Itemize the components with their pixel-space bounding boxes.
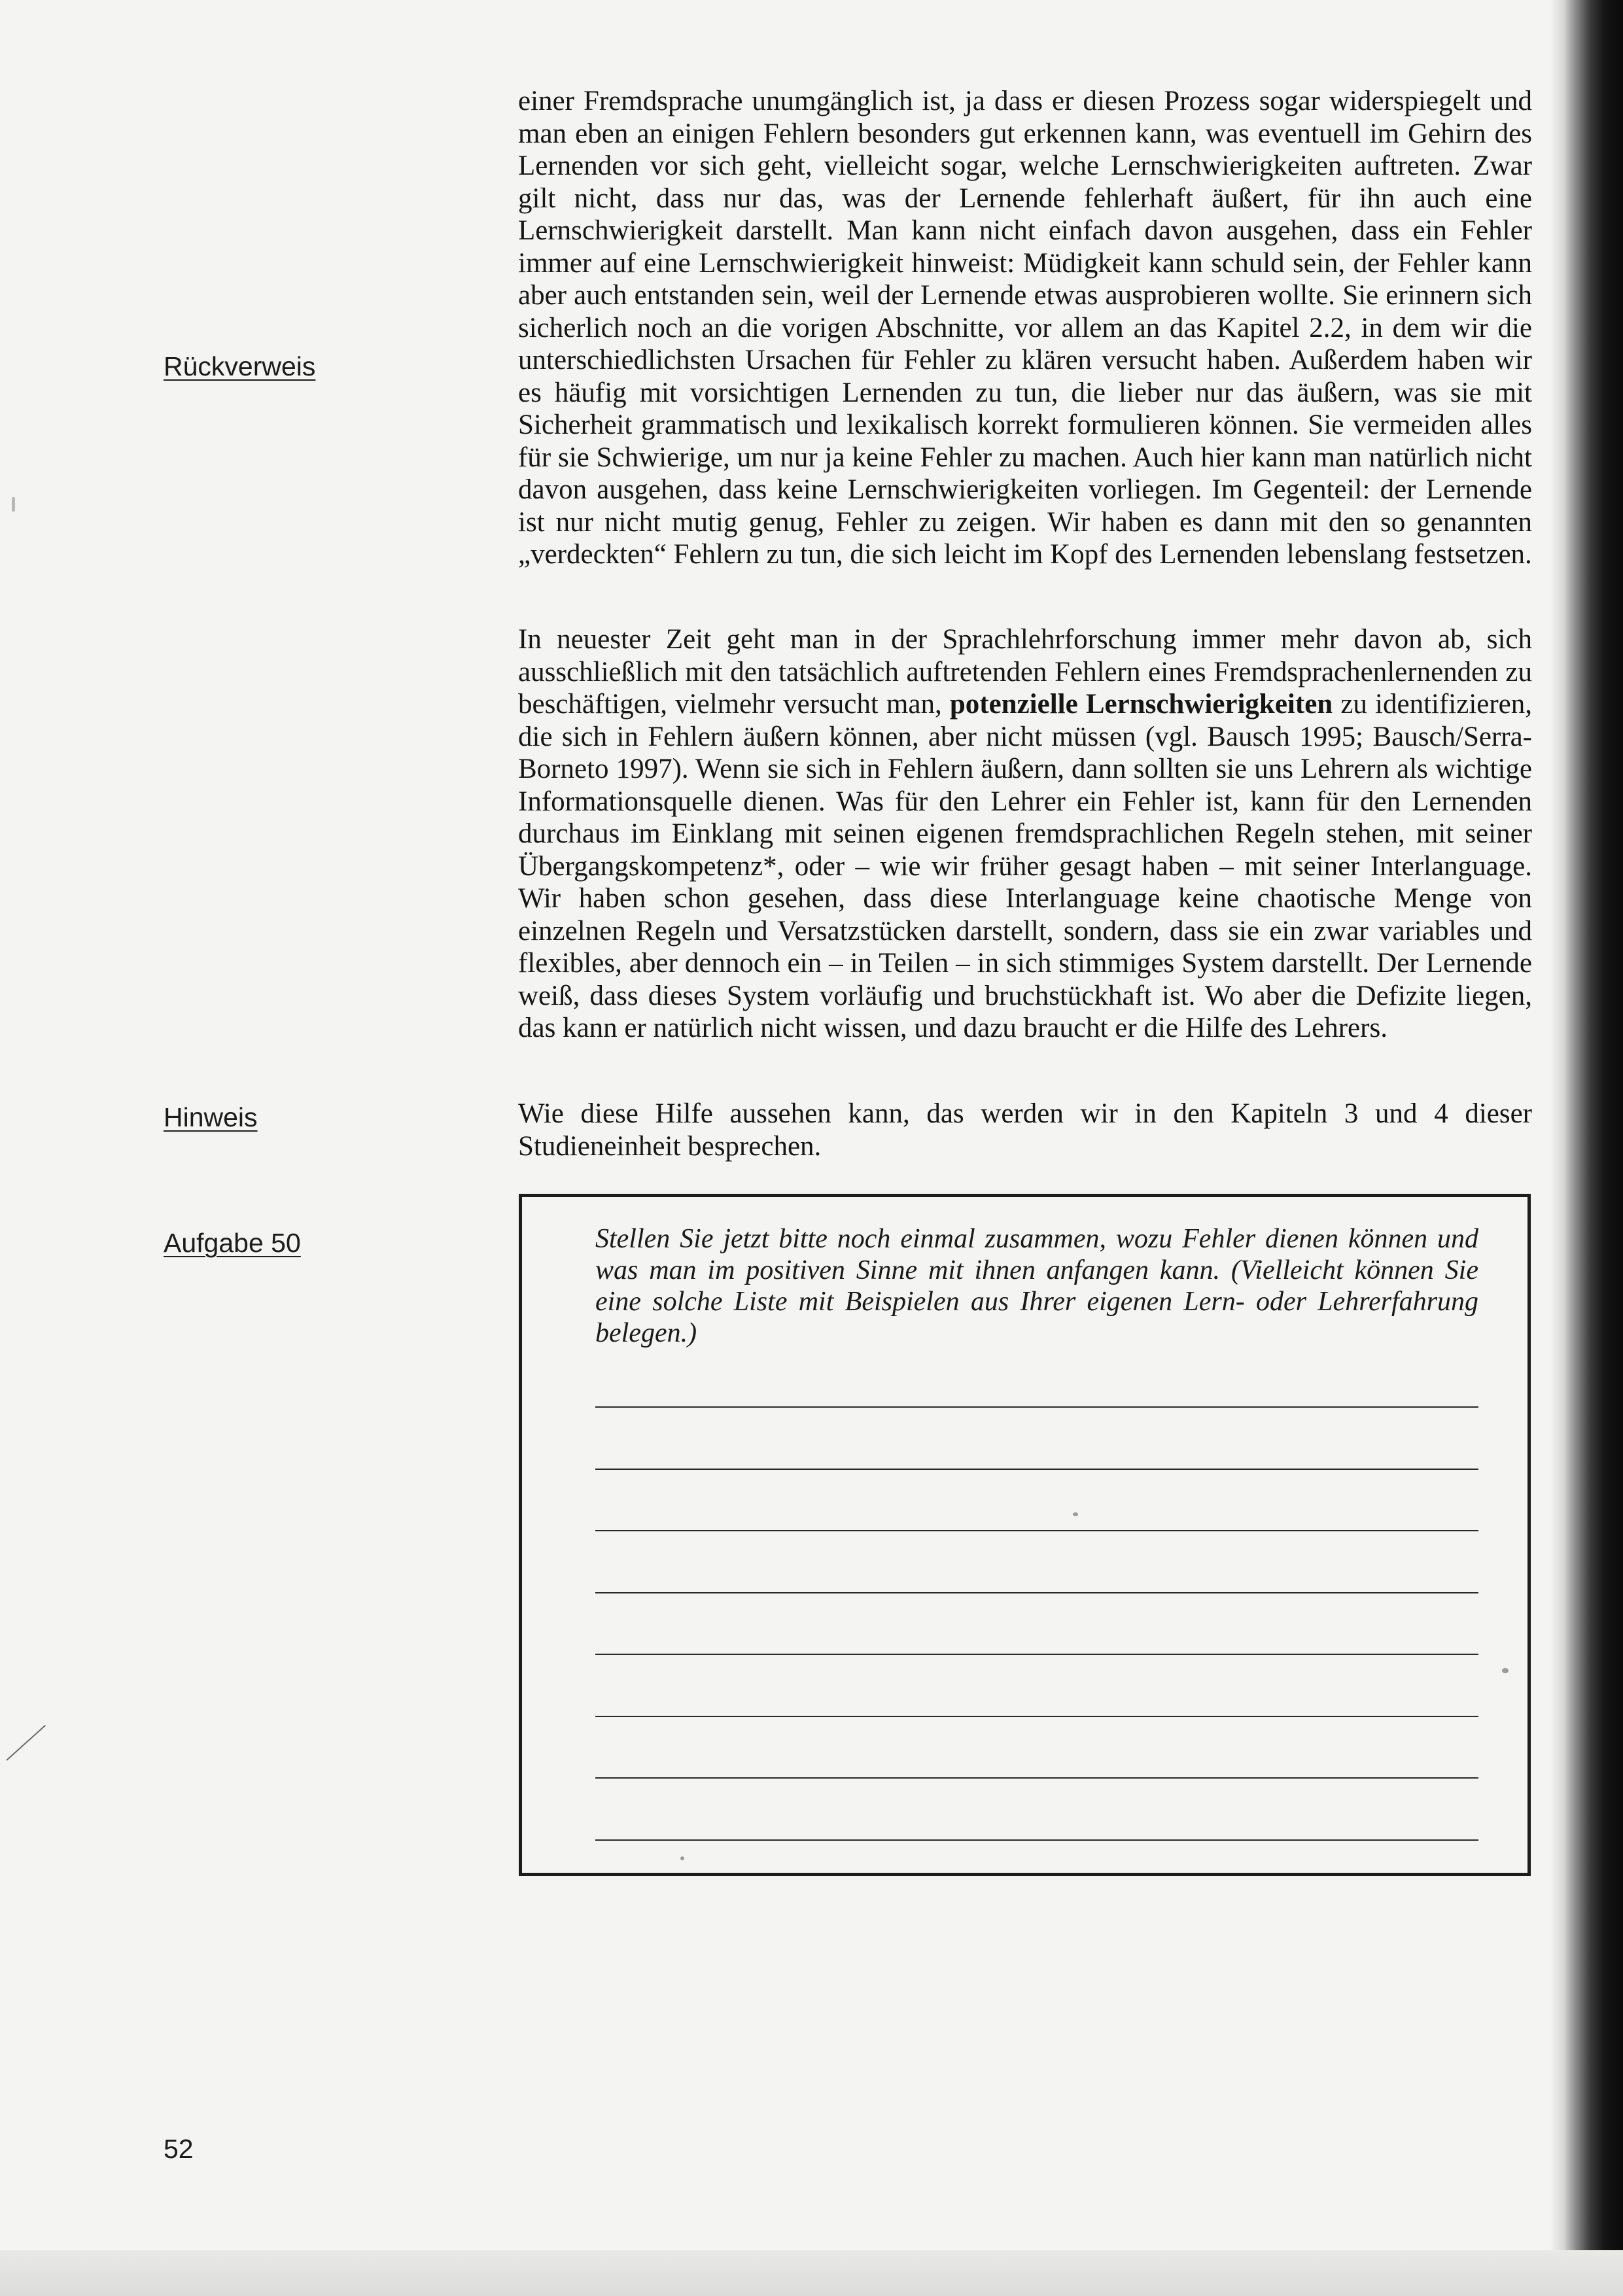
emphasis-potential-learning-difficulties: potenzielle Lernschwierigkeiten (949, 689, 1333, 720)
scan-speck (1073, 1512, 1078, 1516)
page-number: 52 (164, 2134, 194, 2164)
answer-line[interactable] (595, 1777, 1478, 1779)
answer-line[interactable] (595, 1654, 1478, 1655)
scan-speck (680, 1856, 684, 1860)
scan-speck (1502, 1668, 1509, 1673)
answer-line[interactable] (595, 1839, 1478, 1841)
body-paragraph-3: Wie diese Hilfe aussehen kann, das werden wir in den Kapiteln 3 und 4 dieser Studieneinheit besprechen. (518, 1098, 1532, 1162)
answer-line[interactable] (595, 1530, 1478, 1531)
margin-note-hinweis: Hinweis (164, 1102, 258, 1132)
answer-line[interactable] (595, 1716, 1478, 1717)
body-paragraph-2 (518, 623, 1532, 1045)
task-box (519, 1194, 1531, 1876)
margin-note-rueckverweis: Rückverweis (164, 351, 316, 381)
answer-line[interactable] (595, 1592, 1478, 1593)
scan-bottom-band (0, 2250, 1623, 2296)
paragraph-2-text-start: In neuester Zeit geht man in der Sprachlehrforschung immer mehr davon ab, sich ausschließlich mit den tatsächlich auftretenden Fehlern eines Fremdsprachenlernenden zu beschäftigen, vielmehr versucht man, (518, 624, 1532, 720)
task-prompt: Stellen Sie jetzt bitte noch einmal zusammen, wozu Fehler dienen können und was man im positiven Sinne mit ihnen anfangen kann. (Vielleicht können Sie eine solche Liste mit Beispielen aus Ihrer eigenen Lern- oder Lehrerfahrung belegen.) (595, 1224, 1478, 1348)
margin-note-aufgabe: Aufgabe 50 (164, 1228, 301, 1258)
paragraph-2-text-end: zu identifizieren, die sich in Fehlern äußern können, aber nicht müssen (vgl. Bausch 1995; Bausch/Serra-Borneto 1997). Wenn sie sich in Fehlern äußern, dann sollten sie uns Lehrern als wichtige Informationsquelle dienen. Was für den Lehrer ein Fehler ist, kann für den Lernenden durchaus im Einklang mit seinen eigenen fremdsprachlichen Regeln stehen, mit seiner Übergangskompetenz*, oder – wie wir früher gesagt haben – mit seiner Interlanguage. Wir haben schon gesehen, dass diese Interlanguage keine chaotische Menge von einzelnen Regeln und Versatzstücken darstellt, sondern, dass sie ein zwar variables und flexibles, aber dennoch ein – in Teilen – in sich stimmiges System darstellt. Der Lernende weiß, dass dieses System vorläufig und bruchstückhaft ist. Wo aber die Defizite liegen, das kann er natürlich nicht wissen, und dazu braucht er die Hilfe des Lehrers. (518, 689, 1533, 1043)
answer-line[interactable] (595, 1406, 1478, 1408)
body-paragraph-1: einer Fremdsprache unumgänglich ist, ja dass er diesen Prozess sogar widerspiegelt und man eben an einigen Fehlern besonders gut erkennen kann, was eventuell im Gehirn des Lernenden vor sich geht, vielleicht sogar, welche Lernschwierigkeiten auftreten. Zwar gilt nicht, dass nur das, was der Lernende fehlerhaft äußert, für ihn auch eine Lernschwierigkeit darstellt. Man kann nicht einfach davon ausgehen, dass ein Fehler immer auf eine Lernschwierigkeit hinweist: Müdigkeit kann schuld sein, der Fehler kann aber auch entstanden sein, weil der Lernende etwas ausprobieren wollte. Sie erinnern sich sicherlich noch an die vorigen Abschnitte, vor allem an das Kapitel 2.2, in dem wir die unterschiedlichsten Ursachen für Fehler zu klären versucht haben. Außerdem haben wir es häufig mit vorsichtigen Lernenden zu tun, die lieber nur das äußern, was sie mit Sicherheit grammatisch und lexikalisch korrekt formulieren können. Sie vermeiden alles für sie Schwierige, um nur ja keine Fehler zu machen. Auch hier kann man natürlich nicht davon ausgehen, dass keine Lernschwierigkeiten vorliegen. Im Gegenteil: der Lernende ist nur nicht mutig genug, Fehler zu zeigen. Wir haben es dann mit den so genannten „verdeckten“ Fehlern zu tun, die sich leicht im Kopf des Lernenden lebenslang festsetzen. (518, 86, 1532, 570)
scan-pen-stroke (6, 1725, 46, 1761)
scan-edge-shadow (1550, 0, 1623, 2250)
scan-speck (12, 497, 15, 512)
answer-line[interactable] (595, 1469, 1478, 1470)
